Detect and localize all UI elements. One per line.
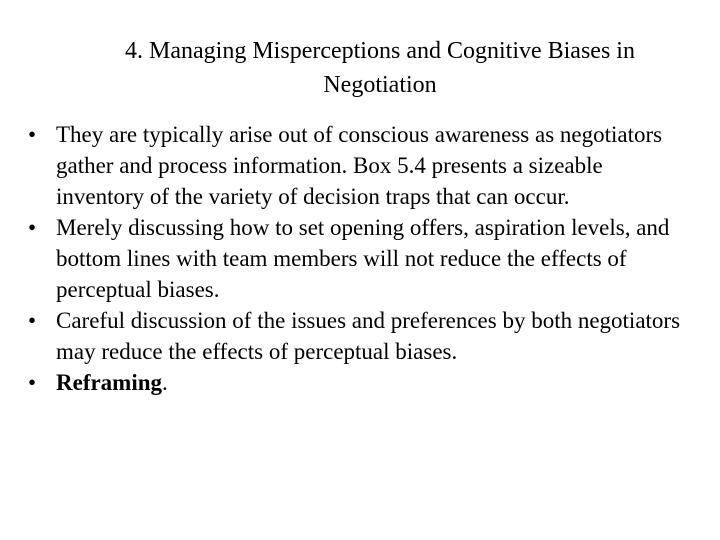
bullet-icon: • — [28, 370, 37, 395]
bullet-list — [28, 119, 693, 398]
bullet-item — [28, 119, 693, 212]
bullet-text: Careful discussion of the issues and preferences by both negotiators may reduce the effects of perceptual biases. — [56, 308, 681, 364]
slide-title — [60, 34, 700, 102]
bullet-text: Merely discussing how to set opening offers, aspiration levels, and bottom lines with team members will not reduce the effects of perceptual biases. — [56, 215, 670, 302]
slide-title-line-2: Negotiation — [323, 72, 437, 98]
bullet-text: They are typically arise out of conscious awareness as negotiators gather and process information. Box 5.4 presents a sizeable inventory of the variety of decision traps that can occur. — [56, 122, 663, 209]
slide-title-line-1: 4. Managing Misperceptions and Cognitive Biases in — [125, 38, 635, 64]
bullet-item — [28, 212, 693, 305]
bullet-icon: • — [28, 308, 37, 333]
bullet-text-suffix: . — [162, 370, 168, 395]
bullet-icon: • — [28, 122, 37, 147]
bullet-text-bold: Reframing — [56, 370, 163, 395]
bullet-item — [28, 367, 693, 398]
bullet-icon: • — [28, 215, 37, 240]
bullet-item — [28, 305, 693, 367]
